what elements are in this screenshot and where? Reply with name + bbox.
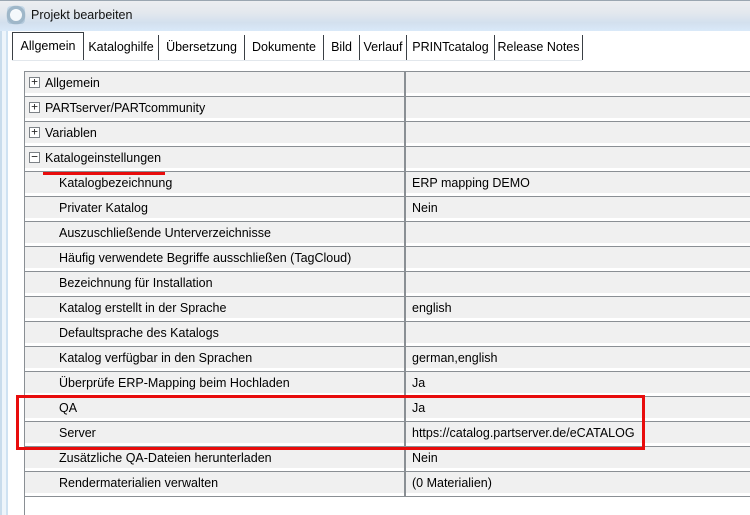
property-row-bezeichnung-f-r-installation[interactable] [25, 271, 750, 293]
property-row-h-ufig-verwendete-begriffe-ausschlie-en-[interactable] [25, 246, 750, 268]
row-label: Bezeichnung für Installation [59, 275, 213, 290]
row-label: Rendermaterialien verwalten [59, 475, 219, 490]
expand-icon[interactable]: + [29, 127, 40, 138]
row-label: Zusätzliche QA-Dateien herunterladen [59, 450, 272, 465]
label-cell[interactable] [25, 101, 405, 115]
row-label: Katalog verfügbar in den Sprachen [59, 350, 253, 365]
section-row-variablen[interactable] [25, 121, 750, 143]
value-cell[interactable]: Nein [412, 450, 438, 465]
window-left-border [0, 31, 8, 515]
row-label: Server [59, 425, 96, 440]
app-icon [7, 6, 25, 24]
label-cell[interactable] [25, 326, 405, 340]
label-cell[interactable] [25, 476, 405, 490]
property-row-auszuschlie-ende-unterverzeichnisse[interactable] [25, 221, 750, 243]
row-label: Häufig verwendete Begriffe ausschließen (TagCloud) [59, 250, 352, 265]
tab-verlauf[interactable]: Verlauf [360, 35, 407, 60]
row-label: Defaultsprache des Katalogs [59, 325, 219, 340]
tab-bild[interactable]: Bild [324, 35, 360, 60]
value-cell[interactable]: Ja [412, 400, 426, 415]
tab-allgemein[interactable]: Allgemein [12, 32, 84, 60]
label-cell[interactable] [25, 76, 405, 90]
property-row-katalog-erstellt-in-der-sprache[interactable] [25, 296, 750, 318]
row-label: QA [59, 400, 78, 415]
property-row-katalog-verf-gbar-in-den-sprachen[interactable] [25, 346, 750, 368]
label-cell[interactable] [25, 151, 405, 165]
row-label: Auszuschließende Unterverzeichnisse [59, 225, 271, 240]
row-label: Variablen [45, 125, 97, 140]
collapse-icon[interactable]: − [29, 152, 40, 163]
label-cell[interactable] [25, 376, 405, 390]
tabbar-shadow [12, 60, 582, 61]
expand-icon[interactable]: + [29, 77, 40, 88]
property-grid [24, 71, 750, 515]
label-cell[interactable] [25, 276, 405, 290]
grid-bottom-line [25, 496, 750, 497]
label-cell[interactable] [25, 251, 405, 265]
row-label: Katalogeinstellungen [45, 150, 162, 165]
label-cell[interactable] [25, 126, 405, 140]
row-label: PARTserver/PARTcommunity [45, 100, 206, 115]
red-box-annotation [16, 395, 645, 450]
row-label: Katalog erstellt in der Sprache [59, 300, 227, 315]
tab-kataloghilfe[interactable]: Kataloghilfe [84, 35, 159, 60]
tab--bersetzung[interactable]: Übersetzung [159, 35, 245, 60]
tab-printcatalog[interactable]: PRINTcatalog [407, 35, 495, 60]
value-cell[interactable]: https://catalog.partserver.de/eCATALOG [412, 425, 635, 440]
tab-dokumente[interactable]: Dokumente [245, 35, 324, 60]
section-row-partserver-partcommunity[interactable] [25, 96, 750, 118]
red-underline-annotation [43, 172, 165, 175]
titlebar[interactable] [0, 1, 750, 31]
property-row-defaultsprache-des-katalogs[interactable] [25, 321, 750, 343]
label-cell[interactable] [25, 351, 405, 365]
value-cell[interactable]: (0 Materialien) [412, 475, 492, 490]
value-cell[interactable]: ERP mapping DEMO [412, 175, 530, 190]
label-cell[interactable] [25, 301, 405, 315]
label-cell[interactable] [25, 226, 405, 240]
window-title: Projekt bearbeiten [31, 8, 133, 22]
value-cell[interactable]: english [412, 300, 452, 315]
label-cell[interactable] [25, 201, 405, 215]
property-row--berpr-fe-erp-mapping-beim-hochladen[interactable] [25, 371, 750, 393]
expand-icon[interactable]: + [29, 102, 40, 113]
value-cell[interactable]: german,english [412, 350, 498, 365]
tab-bar [12, 32, 583, 60]
label-cell[interactable] [25, 451, 405, 465]
row-label: Überprüfe ERP-Mapping beim Hochladen [59, 375, 290, 390]
section-row-allgemein[interactable] [25, 71, 750, 93]
ring-icon [7, 6, 25, 24]
section-row-katalogeinstellungen[interactable] [25, 146, 750, 168]
row-label: Privater Katalog [59, 200, 148, 215]
value-cell[interactable]: Nein [412, 200, 438, 215]
tab-release-notes[interactable]: Release Notes [495, 35, 583, 60]
row-label: Allgemein [45, 75, 100, 90]
row-label: Katalogbezeichnung [59, 175, 173, 190]
label-cell[interactable] [25, 176, 405, 190]
value-cell[interactable]: Ja [412, 375, 426, 390]
property-row-rendermaterialien-verwalten[interactable] [25, 471, 750, 493]
property-row-privater-katalog[interactable] [25, 196, 750, 218]
